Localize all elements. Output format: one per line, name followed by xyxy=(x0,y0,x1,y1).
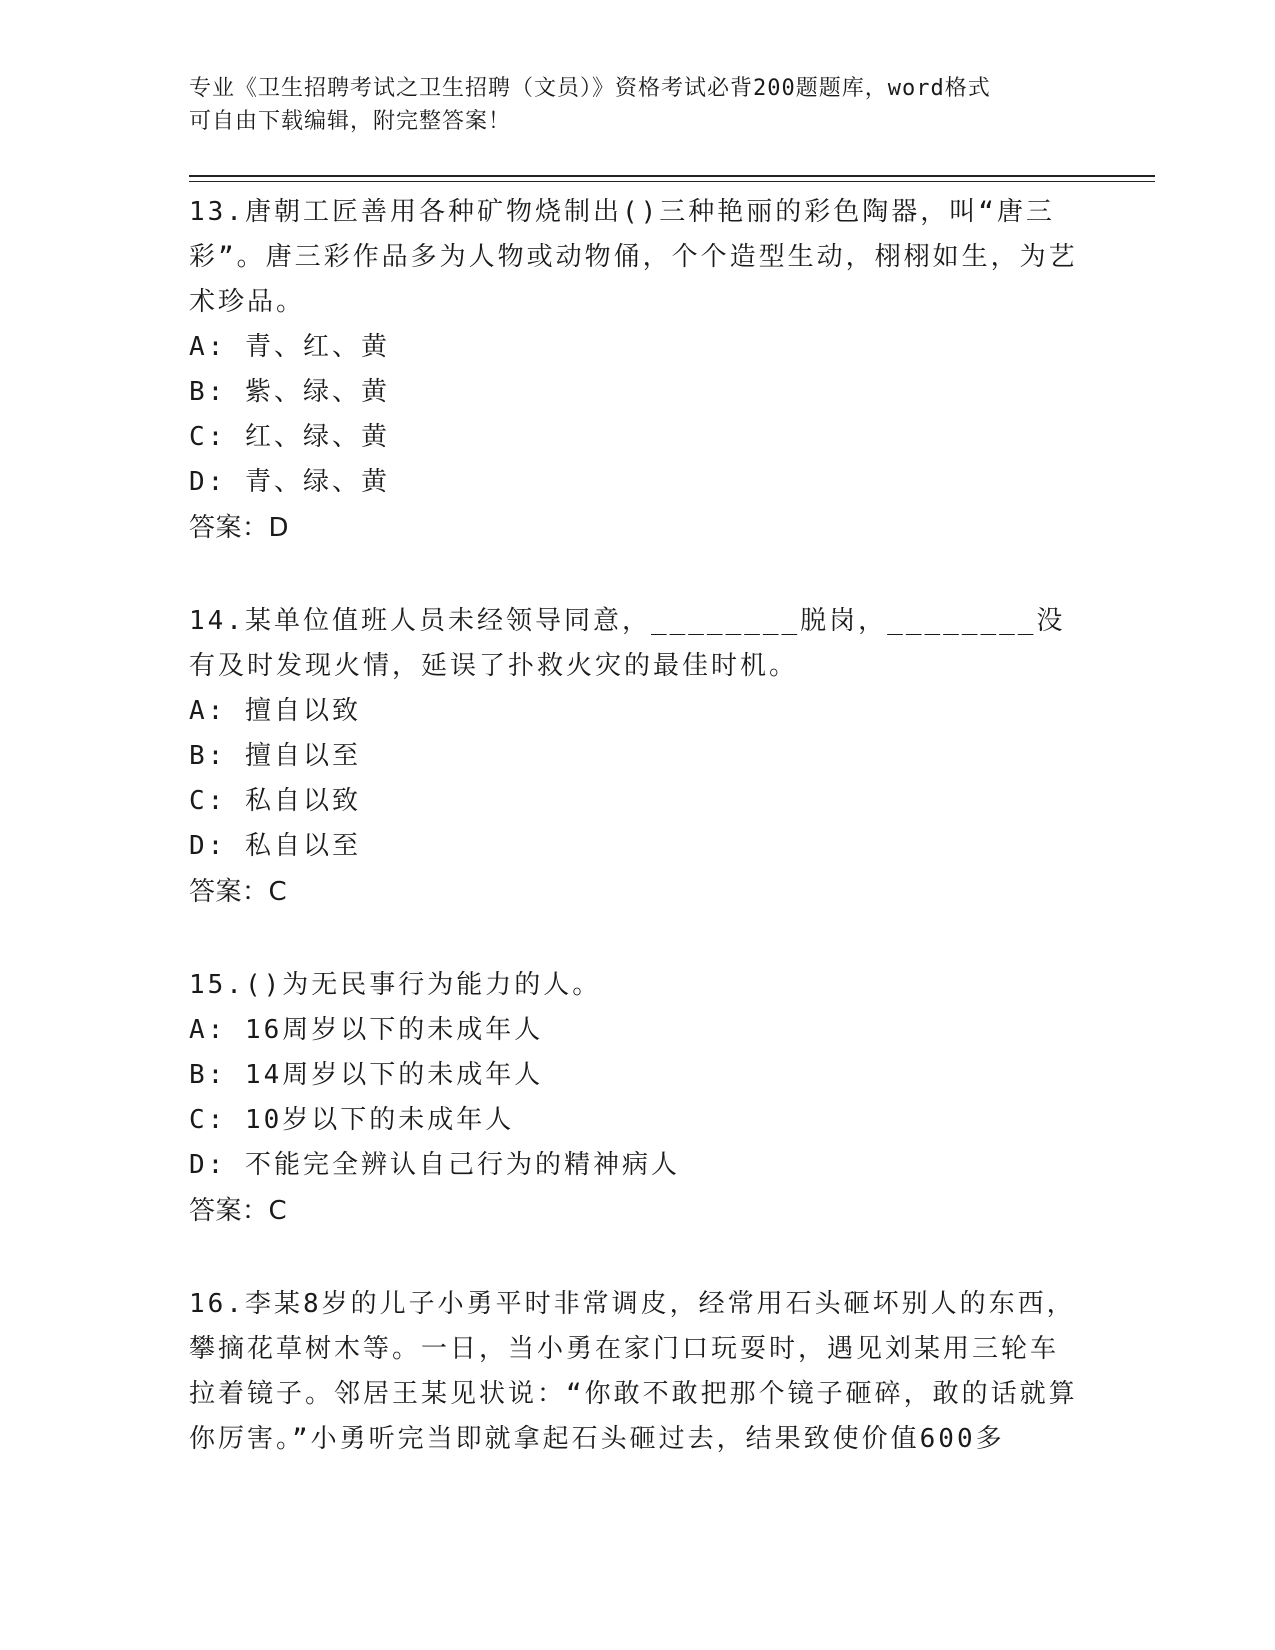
answer-key: 答案：C xyxy=(189,877,288,907)
option-d: D: 私自以至 xyxy=(189,831,361,861)
option-c: C: 私自以致 xyxy=(189,786,361,816)
option-d: D: 不能完全辨认自己行为的精神病人 xyxy=(189,1150,680,1180)
question-stem: 14.某单位值班人员未经领导同意，________脱岗，________没有及时发现火情，延误了扑救火灾的最佳时机。 xyxy=(189,606,1066,681)
header-line-1: 专业《卫生招聘考试之卫生招聘（文员）》资格考试必背200题题库，word格式 xyxy=(189,76,991,101)
question-stem: 13.唐朝工匠善用各种矿物烧制出()三种艳丽的彩色陶器，叫“唐三彩”。唐三彩作品多为人物或动物俑，个个造型生动，栩栩如生，为艺术珍品。 xyxy=(189,197,1078,317)
option-c: C: 10岁以下的未成年人 xyxy=(189,1105,515,1135)
header-divider-thick xyxy=(189,175,1155,177)
header-line-2: 可自由下载编辑，附完整答案！ xyxy=(189,109,512,134)
question-list xyxy=(189,190,1079,1510)
question-stem: 16.李某8岁的儿子小勇平时非常调皮，经常用石头砸坏别人的东西，攀摘花草树木等。一日，当小勇在家门口玩耍时，遇见刘某用三轮车拉着镜子。邻居王某见状说：“你敢不敢把那个镜子砸碎，敢的话就算你厉害。”小勇听完当即就拿起石头砸过去，结果致使价值600多 xyxy=(189,1289,1078,1454)
question-15 xyxy=(189,963,1079,1234)
option-d: D: 青、绿、黄 xyxy=(189,467,390,497)
document-header xyxy=(189,72,1069,138)
option-a: A: 青、红、黄 xyxy=(189,332,390,362)
option-a: A: 16周岁以下的未成年人 xyxy=(189,1015,544,1045)
answer-key: 答案：C xyxy=(189,1196,288,1226)
answer-key: 答案：D xyxy=(189,513,290,543)
header-divider-thin xyxy=(189,181,1155,182)
question-16 xyxy=(189,1282,1079,1462)
option-b: B: 紫、绿、黄 xyxy=(189,377,390,407)
question-13 xyxy=(189,190,1079,551)
option-a: A: 擅自以致 xyxy=(189,696,361,726)
question-14 xyxy=(189,599,1079,915)
option-b: B: 14周岁以下的未成年人 xyxy=(189,1060,544,1090)
question-stem: 15.()为无民事行为能力的人。 xyxy=(189,970,602,1000)
option-b: B: 擅自以至 xyxy=(189,741,361,771)
option-c: C: 红、绿、黄 xyxy=(189,422,390,452)
